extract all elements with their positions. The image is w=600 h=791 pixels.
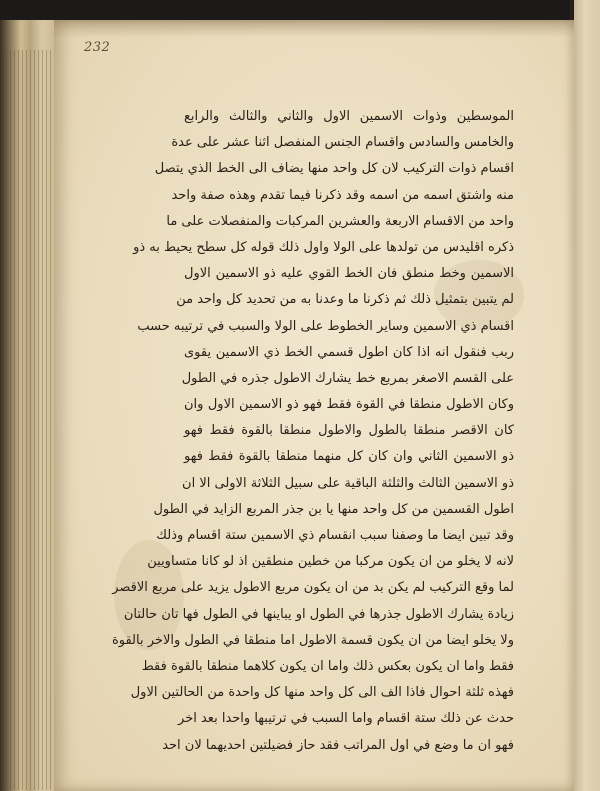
adjacent-page-edge [574,0,600,791]
manuscript-line: وقد تبين ايضا ما وصفنا سبب انقسام ذي الاسمين ستة اقسام وذلك [156,528,514,543]
manuscript-text-block [111,104,514,753]
manuscript-line: واحد من الاقسام الاربعة والعشرين المركبات والمنفصلات على ما [166,213,514,229]
page-edge-texture [6,50,54,790]
manuscript-line: لما وقع التركيب لم يكن بد من ان يكون مربع الاطول يزيد على مربع الاقصر [112,580,514,596]
manuscript-line: ربب فنقول انه اذا كان اطول قسمي الخط ذي الاسمين يقوى [184,344,514,360]
manuscript-line: الاسمين وخط منطق فان الخط القوي عليه ذو الاسمين الاول [184,266,514,282]
manuscript-line: اقسام ذي الاسمين وساير الخطوط على الولا والسبب في ترتيبه حسب [137,318,514,334]
manuscript-line: منه واشتق اسمه من اسمه وقد ذكرنا فيما تقدم وهذه صفة واحد [171,187,514,203]
manuscript-line: ذكره اقليدس من تولدها على الولا واول ذلك قوله كل سطح يحيط به ذو [133,239,514,255]
book-page-edges [0,20,60,791]
manuscript-line: ذو الاسمين الثاني وان كان كل منهما منطقا بالقوة فقط فهو [184,449,514,465]
manuscript-line: لم يتبين بتمثيل ذلك ثم ذكرنا ما وعدنا به من تحديد كل واحد من [176,292,514,308]
folio-number: 232 [84,40,111,55]
manuscript-line: على القسم الاصغر بمربع خط يشارك الاطول جذره في الطول [181,370,514,386]
manuscript-line: لانه لا يخلو من ان يكون مركبا من خطين منطقين اذ لو كانا متساويين [147,554,514,570]
manuscript-line: والخامس والسادس واقسام الجنس المنفصل اثنا عشر على عدة [171,135,514,151]
manuscript-line: ولا يخلو ايضا من ان يكون قسمة الاطول اما منطقا في الطول والاخر بالقوة [111,632,514,648]
manuscript-line: اقسام ذوات التركيب لان كل واحد منها يضاف الى الخط الذي يتصل [154,161,514,177]
manuscript-line: ذو الاسمين الثالث والثلثة الباقية على سبيل الثلاثة الاولى الا ان [182,475,514,491]
manuscript-line: زيادة يشارك الاطول جذرها في الطول او يباينها في الطول فها تان حالتان [123,606,514,622]
page-top-shading [54,20,574,38]
manuscript-line: حدث عن ذلك ستة اقسام واما السبب في ترتيبها واحدا بعد اخر [178,711,514,727]
manuscript-folio [54,20,574,791]
manuscript-line: اطول القسمين من كل واحد منها يا بن جذر المربع الزايد في الطول [153,501,514,517]
manuscript-line: وكان الاطول منطقا في القوة فقط فهو ذو الاسمين الاول وان [184,397,514,413]
manuscript-line: كان الاقصر منطقا بالطول والاطول منطقا بالقوة فقط فهو [184,423,514,439]
manuscript-line: الموسطين وذوات الاسمين الاول والثاني والثالث والرابع [184,109,514,124]
manuscript-line: فقط واما ان يكون بعكس ذلك واما ان يكون كلاهما منطقا بالقوة فقط [141,658,514,674]
manuscript-line: فهو ان ما وضع في اول المراتب فقد حاز فضيلتين احديهما لان احد [162,737,514,753]
manuscript-line: فهذه ثلثة احوال فاذا الف الى كل واحد منها كل واحدة من الحالتين الاول [130,685,514,701]
